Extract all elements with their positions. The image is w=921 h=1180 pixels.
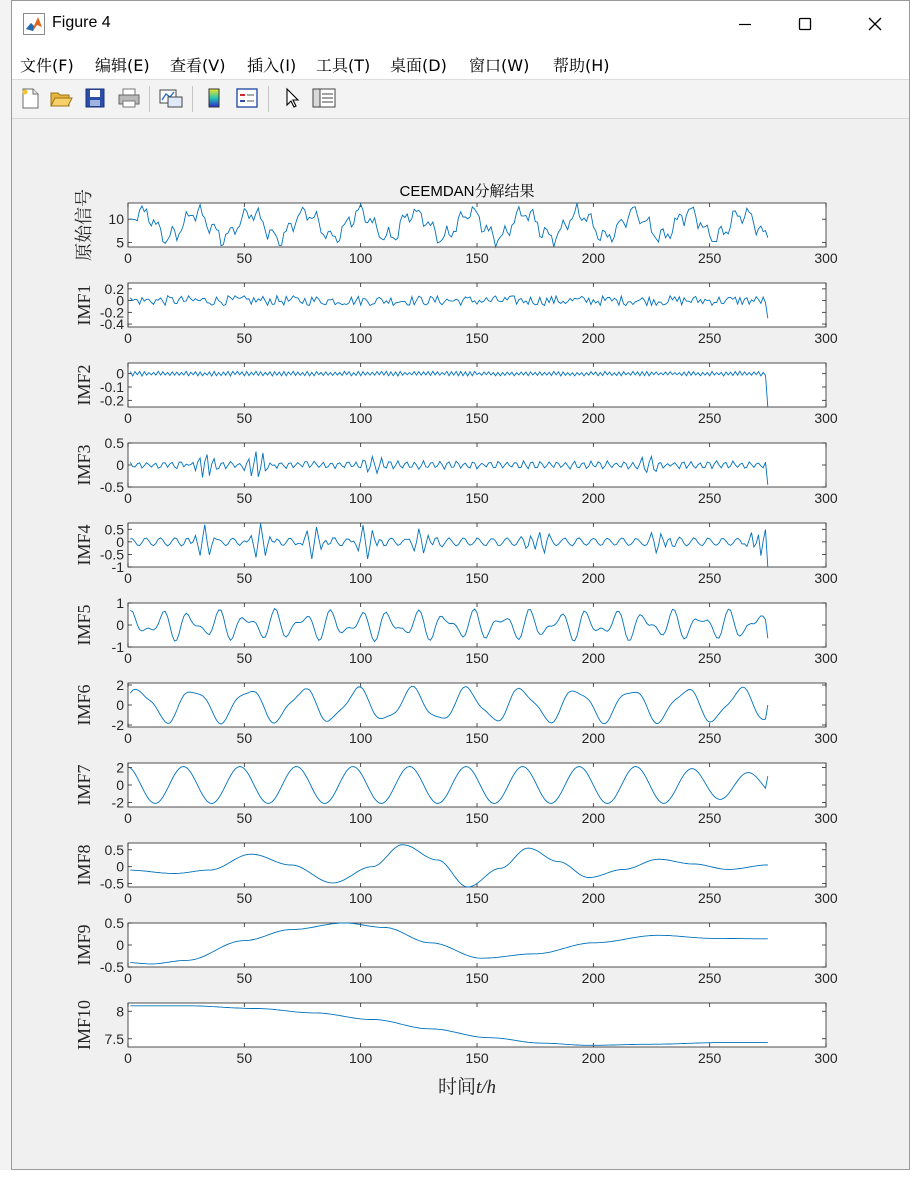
x-tick-label: 200 bbox=[581, 970, 606, 986]
y-axis-label: IMF10 bbox=[74, 999, 94, 1051]
y-tick-label: 0.5 bbox=[104, 841, 124, 858]
subplot-imf10 bbox=[74, 1000, 838, 1066]
y-tick-label: -0.5 bbox=[99, 546, 124, 563]
subplot-imf3 bbox=[74, 435, 838, 506]
menu-file[interactable]: 文件(F) bbox=[20, 56, 74, 75]
x-tick-label: 100 bbox=[348, 970, 373, 986]
axes-box bbox=[128, 763, 826, 807]
y-tick-label: 0 bbox=[116, 777, 124, 793]
x-tick-label: 300 bbox=[814, 410, 838, 426]
x-tick-label: 250 bbox=[697, 490, 722, 506]
y-tick-label: 0 bbox=[116, 457, 124, 473]
y-tick-label: 0 bbox=[116, 697, 124, 713]
figure-window bbox=[11, 0, 910, 1170]
y-tick-label: 0.5 bbox=[104, 435, 124, 451]
x-tick-label: 300 bbox=[814, 1050, 838, 1066]
x-tick-label: 250 bbox=[697, 570, 722, 586]
x-tick-label: 150 bbox=[465, 650, 489, 666]
x-tick-label: 50 bbox=[236, 250, 253, 266]
x-tick-label: 150 bbox=[465, 970, 489, 986]
x-tick-label: 50 bbox=[236, 730, 253, 746]
menu-edit[interactable]: 编辑(E) bbox=[95, 56, 150, 75]
y-tick-label: -0.2 bbox=[99, 392, 124, 409]
x-tick-label: 0 bbox=[124, 730, 132, 746]
y-tick-label: 0 bbox=[116, 292, 124, 309]
x-tick-label: 200 bbox=[581, 730, 606, 746]
background-app-right bbox=[910, 0, 921, 1180]
axes-box bbox=[128, 1003, 826, 1047]
x-tick-label: 100 bbox=[348, 730, 373, 746]
x-tick-label: 300 bbox=[814, 890, 838, 906]
x-tick-label: 100 bbox=[348, 410, 373, 426]
subplot-imf6 bbox=[74, 677, 838, 746]
x-tick-label: 200 bbox=[581, 1050, 606, 1066]
y-tick-label: -0.1 bbox=[99, 379, 124, 395]
y-tick-label: -0.5 bbox=[99, 875, 124, 892]
x-tick-label: 100 bbox=[348, 810, 373, 826]
x-tick-label: 300 bbox=[814, 810, 838, 826]
y-axis-label: IMF2 bbox=[74, 364, 94, 406]
x-tick-label: 50 bbox=[236, 410, 253, 426]
y-tick-label: 0 bbox=[116, 858, 124, 875]
y-tick-label: 0 bbox=[116, 533, 124, 550]
x-tick-label: 0 bbox=[124, 490, 132, 506]
x-tick-label: 0 bbox=[124, 330, 132, 346]
axes-box bbox=[128, 363, 826, 407]
figure-canvas bbox=[12, 1, 909, 1169]
y-axis-label: IMF8 bbox=[74, 844, 94, 886]
y-axis-label: IMF1 bbox=[74, 284, 94, 326]
y-axis-label: 原始信号 bbox=[74, 189, 94, 261]
x-tick-label: 0 bbox=[124, 810, 132, 826]
y-tick-label: 10 bbox=[108, 211, 124, 228]
menu-help[interactable]: 帮助(H) bbox=[553, 56, 610, 75]
subplot-原始信号 bbox=[74, 189, 838, 266]
y-tick-label: 0 bbox=[116, 365, 124, 382]
x-tick-label: 150 bbox=[465, 730, 489, 746]
y-tick-label: -2 bbox=[111, 794, 124, 811]
x-tick-label: 200 bbox=[581, 250, 606, 266]
y-tick-label: 7.5 bbox=[104, 1030, 124, 1047]
x-tick-label: 50 bbox=[236, 650, 253, 666]
x-tick-label: 150 bbox=[465, 330, 489, 346]
menu-desktop[interactable]: 桌面(D) bbox=[390, 56, 447, 75]
y-tick-label: 2 bbox=[116, 677, 124, 693]
x-tick-label: 300 bbox=[814, 570, 838, 586]
x-tick-label: 0 bbox=[124, 410, 132, 426]
menu-view[interactable]: 查看(V) bbox=[170, 56, 226, 75]
x-tick-label: 150 bbox=[465, 810, 489, 826]
x-tick-label: 50 bbox=[236, 810, 253, 826]
y-tick-label: -0.2 bbox=[99, 304, 124, 321]
x-tick-label: 200 bbox=[581, 410, 606, 426]
x-tick-label: 0 bbox=[124, 970, 132, 986]
x-tick-label: 100 bbox=[348, 890, 373, 906]
subplot-imf9 bbox=[74, 915, 838, 986]
y-axis-label: IMF3 bbox=[74, 444, 94, 486]
x-tick-label: 50 bbox=[236, 490, 253, 506]
x-tick-label: 250 bbox=[697, 730, 722, 746]
y-tick-label: -0.4 bbox=[99, 316, 124, 333]
axes-box bbox=[128, 923, 826, 967]
x-tick-label: 100 bbox=[348, 490, 373, 506]
y-tick-label: 0.2 bbox=[104, 280, 124, 297]
x-axis-label bbox=[438, 1076, 496, 1098]
y-axis-label: IMF5 bbox=[74, 604, 94, 646]
x-tick-label: 100 bbox=[348, 570, 373, 586]
x-tick-label: 250 bbox=[697, 890, 722, 906]
x-tick-label: 200 bbox=[581, 650, 606, 666]
x-tick-label: 0 bbox=[124, 890, 132, 906]
axes-box bbox=[128, 443, 826, 487]
x-tick-label: 200 bbox=[581, 570, 606, 586]
menu-insert[interactable]: 插入(I) bbox=[247, 56, 297, 75]
x-tick-label: 100 bbox=[348, 330, 373, 346]
axes-box bbox=[128, 843, 826, 887]
menu-window[interactable]: 窗口(W) bbox=[469, 56, 530, 75]
x-tick-label: 300 bbox=[814, 970, 838, 986]
y-tick-label: -1 bbox=[111, 559, 124, 575]
menu-tools[interactable]: 工具(T) bbox=[316, 56, 371, 75]
x-tick-label: 50 bbox=[236, 970, 253, 986]
y-tick-label: 8 bbox=[116, 1003, 124, 1020]
y-tick-label: 5 bbox=[116, 234, 124, 251]
x-tick-label: 150 bbox=[465, 890, 489, 906]
x-tick-label: 50 bbox=[236, 330, 253, 346]
y-tick-label: -0.5 bbox=[99, 479, 124, 495]
x-tick-label: 0 bbox=[124, 250, 132, 266]
subplot-imf1 bbox=[74, 281, 838, 346]
x-tick-label: 150 bbox=[465, 1050, 489, 1066]
y-tick-label: -1 bbox=[111, 639, 124, 655]
x-tick-label: 250 bbox=[697, 810, 722, 826]
y-tick-label: 2 bbox=[116, 759, 124, 776]
y-axis-label: IMF4 bbox=[74, 524, 94, 566]
window-title: Figure 4 bbox=[52, 14, 111, 31]
x-tick-label: 200 bbox=[581, 490, 606, 506]
x-tick-label: 200 bbox=[581, 890, 606, 906]
x-axis-label-text: 时间 bbox=[437, 1077, 476, 1098]
x-tick-label: 50 bbox=[236, 570, 253, 586]
x-tick-label: 0 bbox=[124, 1050, 132, 1066]
x-tick-label: 250 bbox=[697, 330, 722, 346]
axes-box bbox=[128, 603, 826, 647]
chart-title: CEEMDAN分解结果 bbox=[399, 183, 535, 200]
x-tick-label: 0 bbox=[124, 650, 132, 666]
x-tick-label: 250 bbox=[697, 650, 722, 666]
x-tick-label: 200 bbox=[581, 810, 606, 826]
x-tick-label: 0 bbox=[124, 570, 132, 586]
x-tick-label: 100 bbox=[348, 1050, 373, 1066]
x-tick-label: 150 bbox=[465, 570, 489, 586]
y-tick-label: -0.5 bbox=[99, 959, 124, 975]
x-tick-label: 300 bbox=[814, 490, 838, 506]
x-tick-label: 150 bbox=[465, 410, 489, 426]
y-tick-label: 0 bbox=[116, 617, 124, 633]
axes-box bbox=[128, 523, 826, 567]
x-tick-label: 50 bbox=[236, 890, 253, 906]
y-tick-label: -2 bbox=[111, 717, 124, 733]
x-tick-label: 50 bbox=[236, 1050, 253, 1066]
x-tick-label: 250 bbox=[697, 410, 722, 426]
x-tick-label: 200 bbox=[581, 330, 606, 346]
x-tick-label: 150 bbox=[465, 250, 489, 266]
x-tick-label: 300 bbox=[814, 250, 838, 266]
y-axis-label: IMF6 bbox=[74, 684, 94, 726]
x-tick-label: 300 bbox=[814, 650, 838, 666]
x-tick-label: 300 bbox=[814, 330, 838, 346]
y-axis-label: IMF7 bbox=[74, 764, 94, 806]
background-app-bottom bbox=[0, 1170, 921, 1180]
subplot-imf4 bbox=[74, 521, 838, 586]
y-tick-label: 1 bbox=[116, 595, 124, 611]
subplot-imf5 bbox=[74, 595, 838, 666]
x-tick-label: 100 bbox=[348, 650, 373, 666]
x-tick-label: 150 bbox=[465, 490, 489, 506]
x-tick-label: 250 bbox=[697, 1050, 722, 1066]
x-axis-label-unit: t/h bbox=[475, 1077, 497, 1098]
subplot-imf8 bbox=[74, 842, 838, 906]
x-tick-label: 250 bbox=[697, 250, 722, 266]
y-tick-label: 0 bbox=[116, 937, 124, 953]
subplot-imf7 bbox=[74, 759, 838, 826]
axes-box bbox=[128, 203, 826, 247]
x-tick-label: 250 bbox=[697, 970, 722, 986]
subplot-imf2 bbox=[74, 363, 838, 426]
y-tick-label: 0.5 bbox=[104, 915, 124, 931]
x-tick-label: 100 bbox=[348, 250, 373, 266]
y-axis-label: IMF9 bbox=[74, 924, 94, 966]
x-tick-label: 300 bbox=[814, 730, 838, 746]
y-tick-label: 0.5 bbox=[104, 521, 124, 538]
